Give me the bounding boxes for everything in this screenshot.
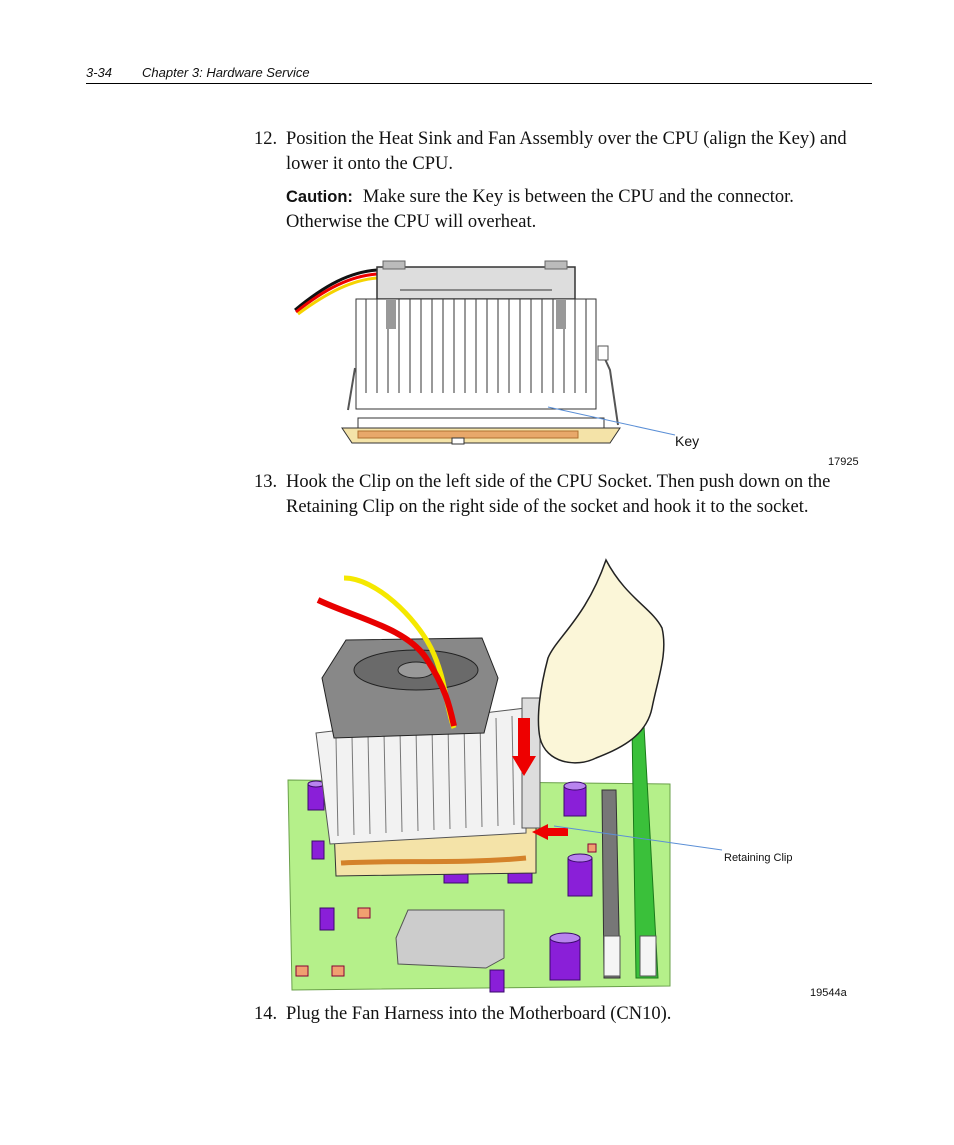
step-number: 13. — [254, 472, 278, 492]
chapter-title: Chapter 3: Hardware Service — [142, 65, 310, 80]
heatsink-side-view-figure — [280, 250, 870, 475]
caution-label: Caution: — [286, 188, 353, 206]
step-number: 14. — [254, 1004, 278, 1024]
page-number: 3-34 — [86, 65, 113, 80]
step-text: Position the Heat Sink and Fan Assembly over the CPU (align the Key) and lower it onto the CPU. — [286, 129, 847, 174]
retaining-clip-figure — [286, 558, 856, 1003]
step-text: Plug the Fan Harness into the Motherboard (CN10). — [286, 1004, 672, 1024]
step-text: Hook the Clip on the left side of the CPU Socket. Then push down on the Retaining Clip on the right side of the socket and hook it to the socket. — [286, 472, 831, 517]
caution-note — [286, 185, 846, 234]
figure-id-19544a: 19544a — [810, 987, 847, 999]
caution-text: Make sure the Key is between the CPU and the connector. Otherwise the CPU will overheat. — [286, 187, 794, 232]
step-13 — [254, 470, 864, 519]
retaining-clip-callout: Retaining Clip — [724, 852, 793, 864]
key-callout: Key — [675, 433, 700, 449]
step-number: 12. — [254, 129, 278, 149]
page-header — [86, 63, 872, 84]
step-12 — [254, 127, 864, 176]
figure-id-17925: 17925 — [828, 456, 859, 468]
step-14 — [254, 1002, 864, 1027]
